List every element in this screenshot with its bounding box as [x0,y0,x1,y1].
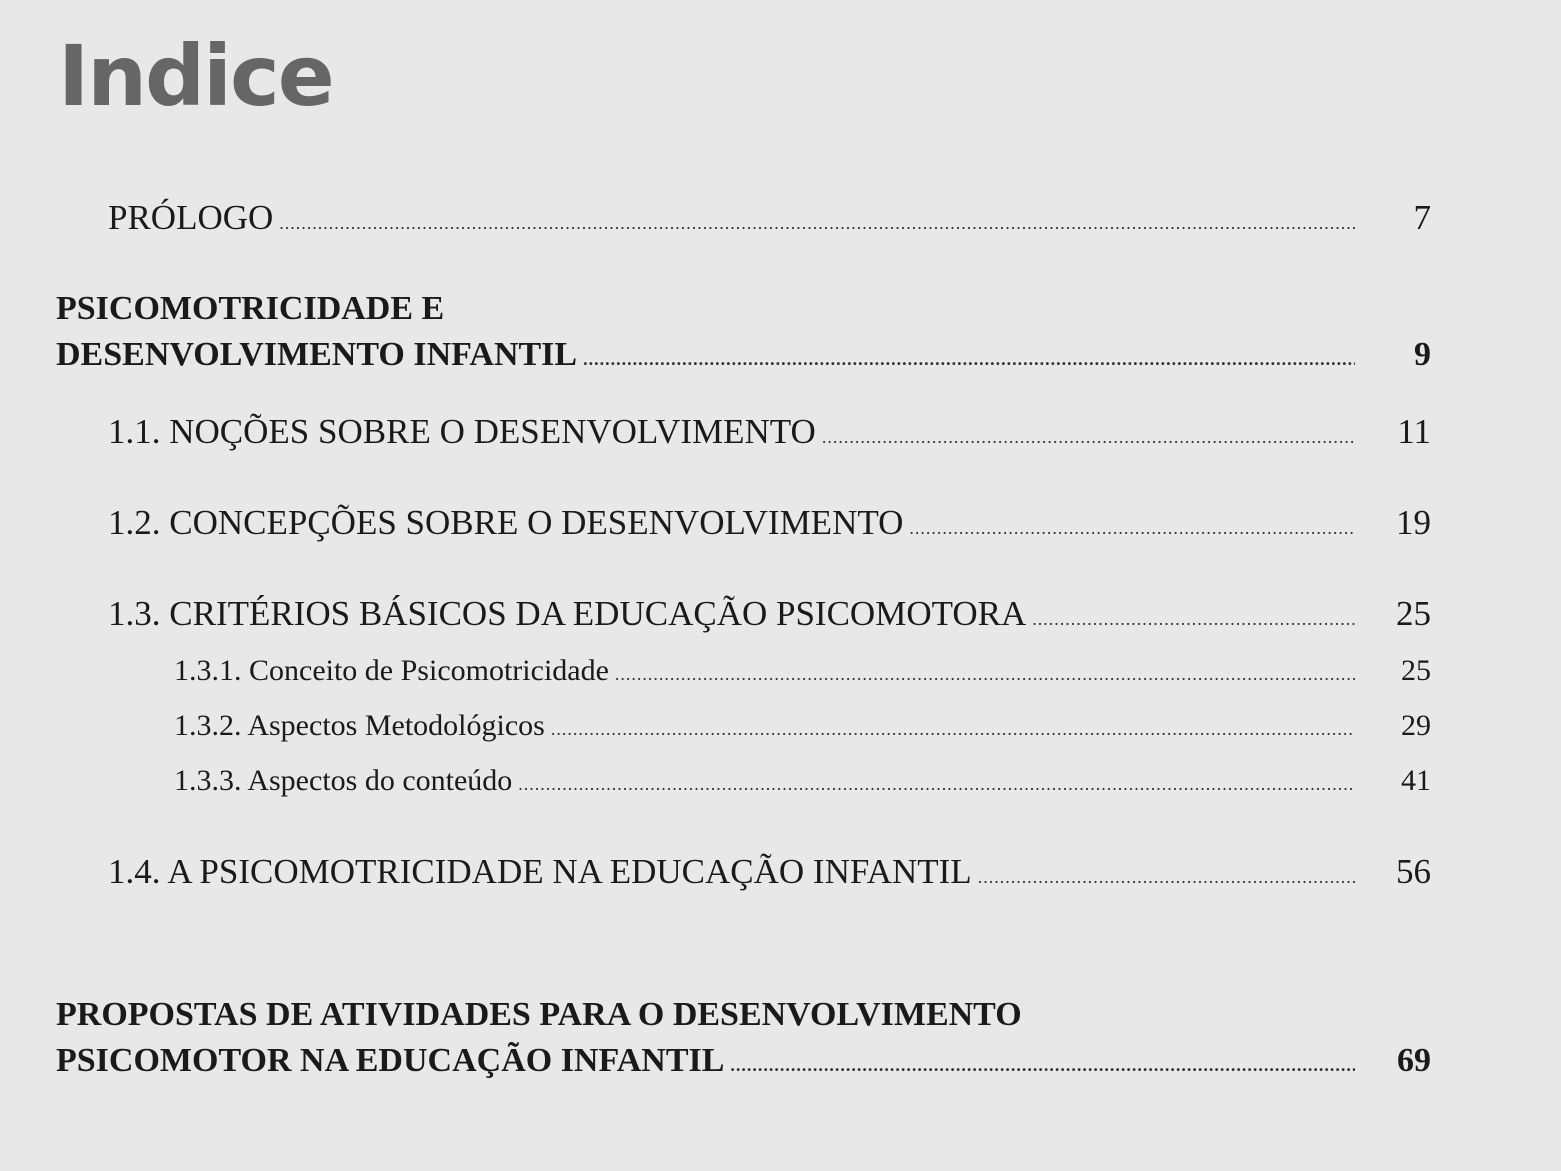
toc-entry-1-4[interactable] [108,852,1431,892]
toc-page-number: 9 [1414,336,1431,373]
toc-page-number: 25 [1401,654,1431,687]
toc-entry-label: PRÓLOGO [108,198,274,237]
toc-page-number: 56 [1396,852,1431,891]
toc-entry-label: 1.4. A PSICOMOTRICIDADE NA EDUCAÇÃO INFANTIL [108,852,972,891]
toc-entry-label: 1.1. NOÇÕES SOBRE O DESENVOLVIMENTO [108,412,816,451]
toc-chapter-line-2 [56,1038,1431,1088]
dot-leader [1032,609,1355,630]
dot-leader [978,867,1355,888]
dot-leader [615,664,1355,685]
toc-entry-label: 1.2. CONCEPÇÕES SOBRE O DESENVOLVIMENTO [108,503,904,542]
toc-page-number: 19 [1396,503,1431,542]
toc-entry-1-2[interactable] [108,503,1431,543]
page-title: Indice [58,27,333,125]
toc-entry-prologo[interactable] [108,198,1431,238]
toc-entry-1-1[interactable] [108,412,1431,452]
toc-chapter-title-line-2: DESENVOLVIMENTO INFANTIL [56,336,578,373]
toc-page-number: 7 [1413,198,1431,237]
toc-entry-label: 1.3. CRITÉRIOS BÁSICOS DA EDUCAÇÃO PSICOMOTORA [108,594,1027,633]
toc-page-number: 41 [1401,764,1431,797]
toc-entry-label: 1.3.1. Conceito de Psicomotricidade [174,654,609,687]
toc-page-number: 11 [1397,412,1431,451]
toc-chapter-line-2 [56,332,1431,382]
dot-leader [279,213,1355,234]
toc-entry-1-3-1[interactable] [174,654,1431,688]
toc-chapter-title-line-1: PROPOSTAS DE ATIVIDADES PARA O DESENVOLVIMENTO [56,996,1022,1033]
dot-leader [730,1042,1355,1088]
toc-chapter-1[interactable] [56,286,1431,382]
dot-leader [518,774,1355,795]
toc-chapter-2[interactable] [56,992,1431,1088]
dot-leader [551,719,1355,740]
toc-page-number: 29 [1401,709,1431,742]
dot-leader [822,427,1355,448]
toc-entry-label: 1.3.3. Aspectos do conteúdo [174,764,513,797]
dot-leader [909,518,1355,539]
toc-chapter-title-line-1: PSICOMOTRICIDADE E [56,290,445,327]
toc-entry-label: 1.3.2. Aspectos Metodológicos [174,709,545,742]
toc-page-number: 69 [1397,1042,1431,1079]
toc-entry-1-3-3[interactable] [174,764,1431,798]
toc-entry-1-3-2[interactable] [174,709,1431,743]
dot-leader [583,336,1355,382]
toc-entry-1-3[interactable] [108,594,1431,634]
toc-page-number: 25 [1396,594,1431,633]
toc-chapter-title-line-2: PSICOMOTOR NA EDUCAÇÃO INFANTIL [56,1042,725,1079]
